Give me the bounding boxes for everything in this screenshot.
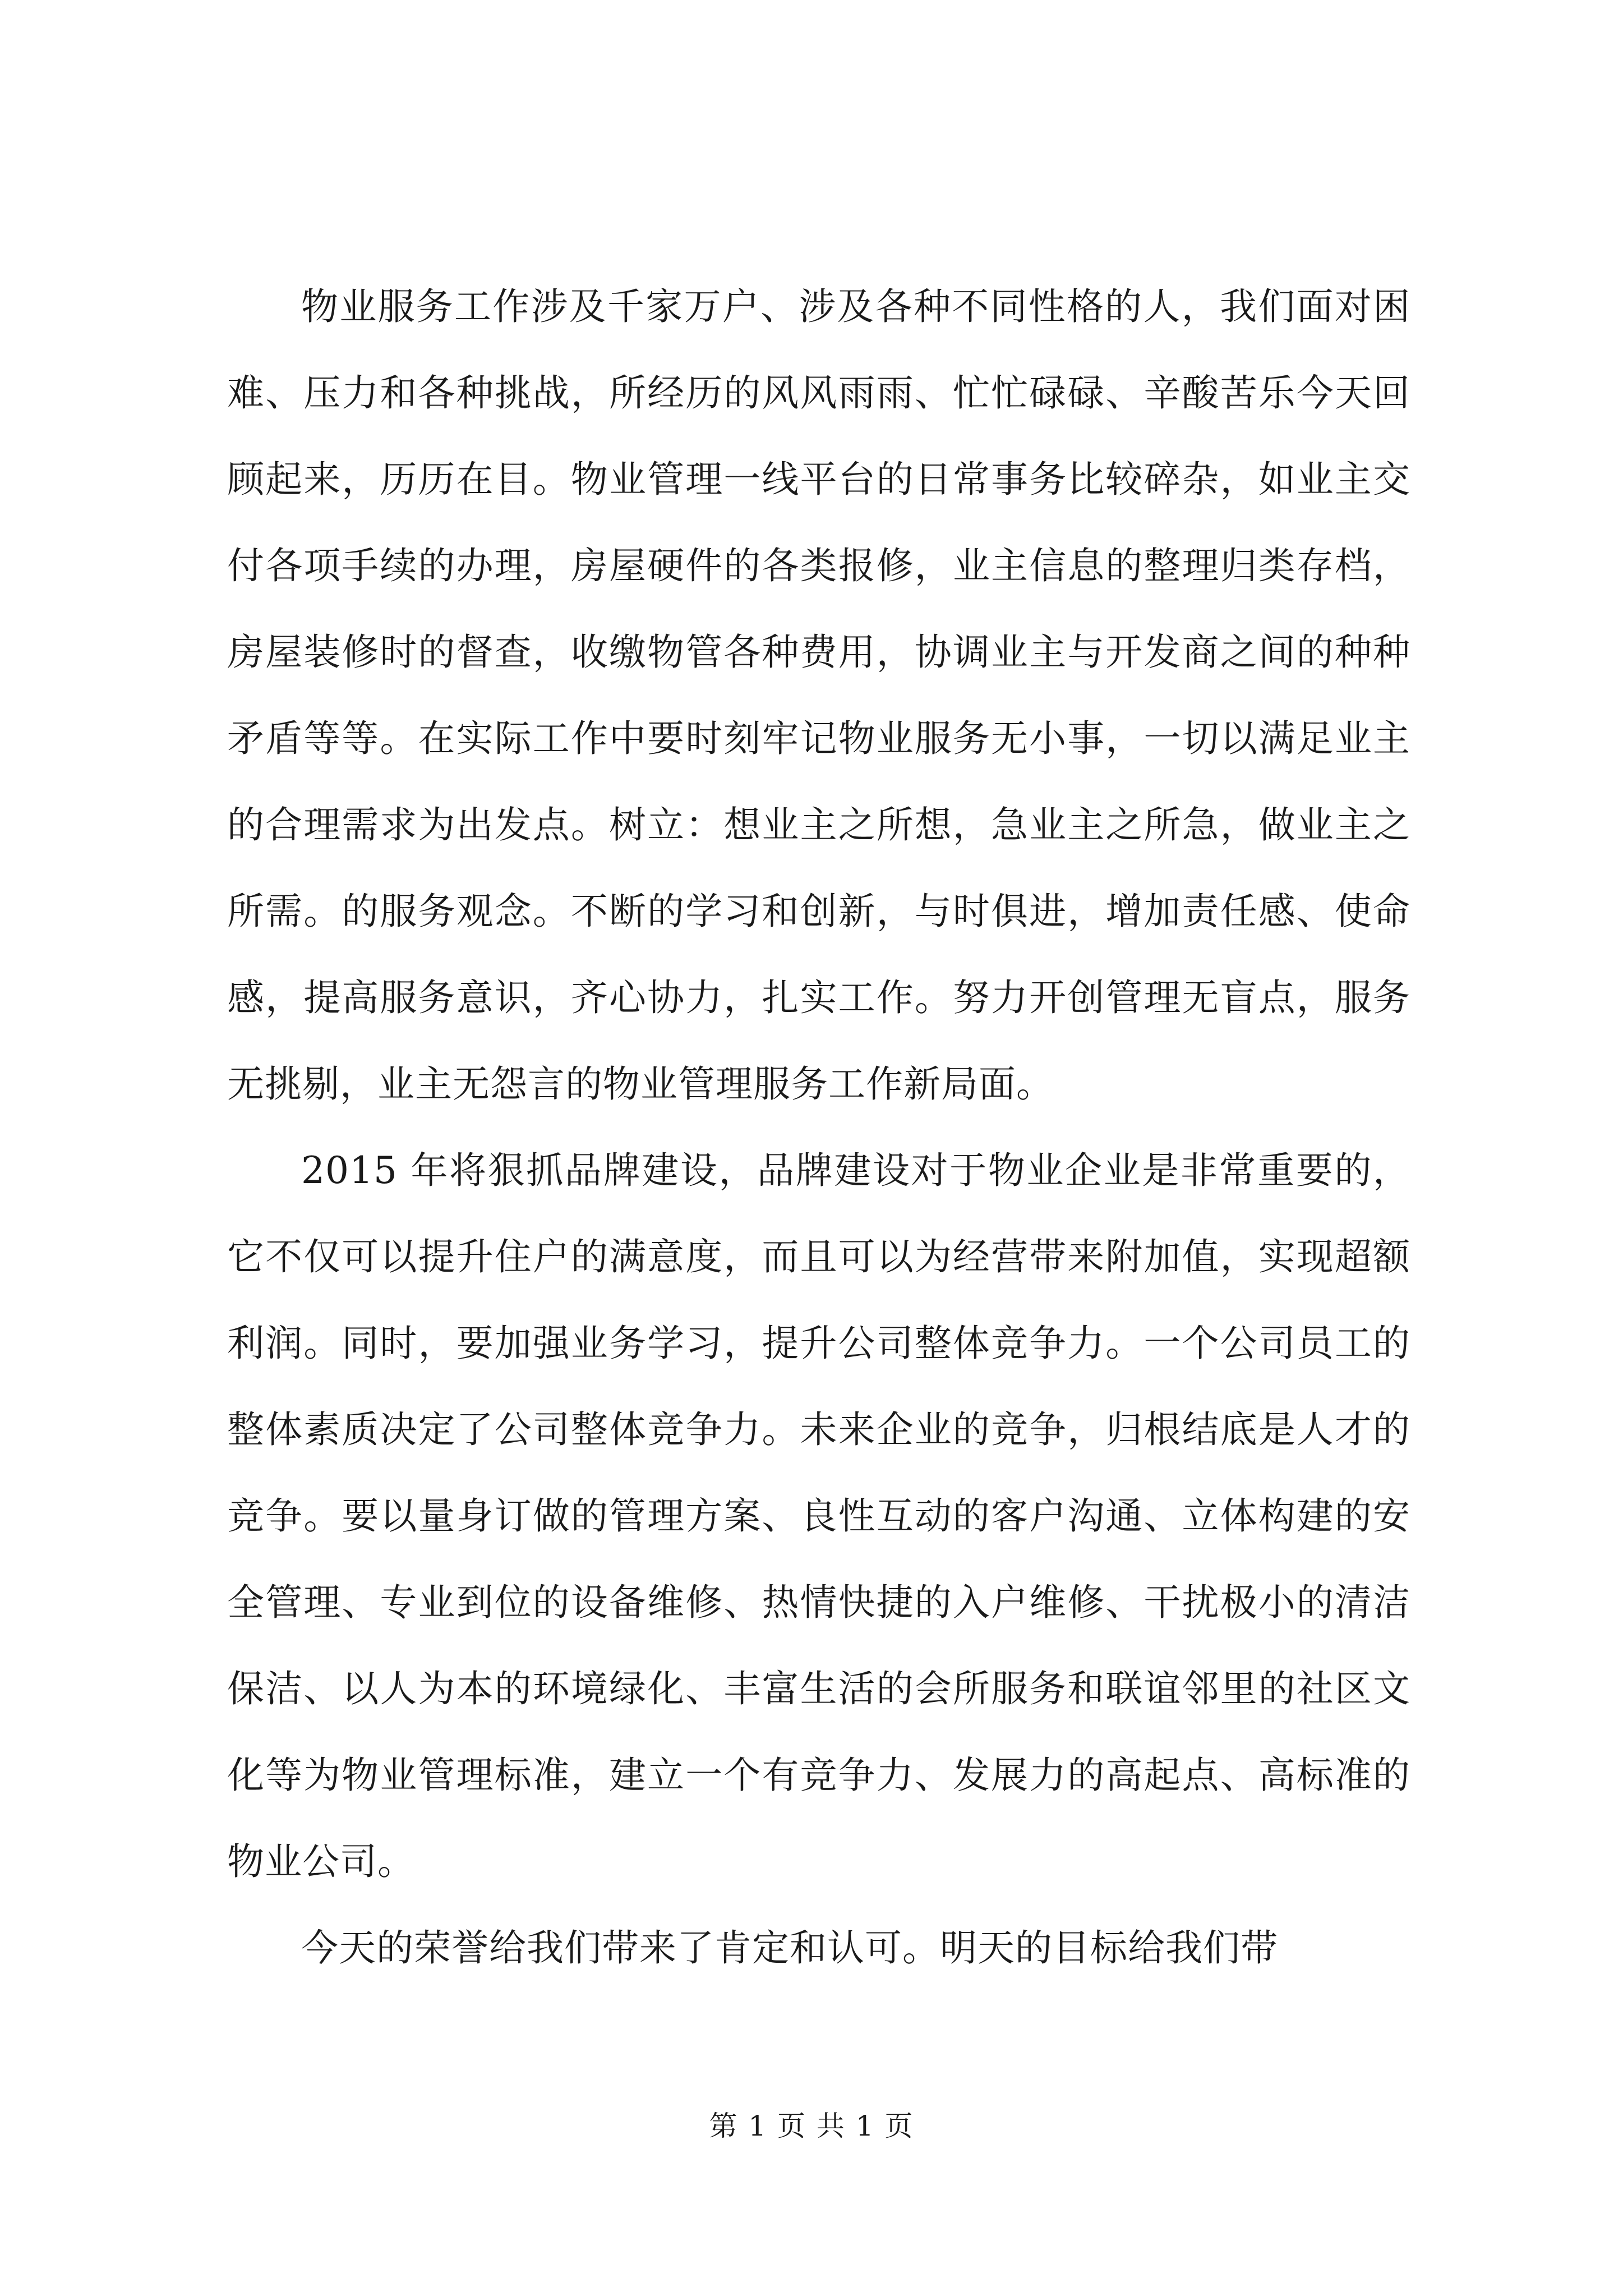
paragraph-1: 物业服务工作涉及千家万户、涉及各种不同性格的人，我们面对困难、压力和各种挑战，所经历的风风雨雨、忙忙碌碌、辛酸苦乐今天回顾起来，历历在目。物业管理一线平台的日常事务比较碎杂，如业主交付各项手续的办理，房屋硬件的各类报修，业主信息的整理归类存档，房屋装修时的督查，收缴物管各种费用，协调业主与开发商之间的种种矛盾等等。在实际工作中要时刻牢记物业服务无小事，一切以满足业主的合理需求为出发点。树立：想业主之所想，急业主之所急，做业主之所需。的服务观念。不断的学习和创新，与时俱进，增加责任感、使命感，提高服务意识，齐心协力，扎实工作。努力开创管理无盲点，服务无挑剔，业主无怨言的物业管理服务工作新局面。 [227,285,1410,1106]
paragraph-3: 今天的荣誉给我们带来了肯定和认可。明天的目标给我们带 [301,1926,1278,1970]
paragraph-2: 2015 年将狠抓品牌建设，品牌建设对于物业企业是非常重要的，它不仅可以提升住户的满意度，而且可以为经营带来附加值，实现超额利润。同时，要加强业务学习，提升公司整体竞争力。一个公司员工的整体素质决定了公司整体竞争力。未来企业的竞争，归根结底是人才的竞争。要以量身订做的管理方案、良性互动的客户沟通、立体构建的安全管理、专业到位的设备维修、热情快捷的入户维修、干扰极小的清洁保洁、以人为本的环境绿化、丰富生活的会所服务和联谊邻里的社区文化等为物业管理标准，建立一个有竞争力、发展力的高起点、高标准的物业公司。 [227,1149,1410,1883]
document-body [227,264,1410,1991]
page-footer: 第 1 页 共 1 页 [709,2110,914,2142]
